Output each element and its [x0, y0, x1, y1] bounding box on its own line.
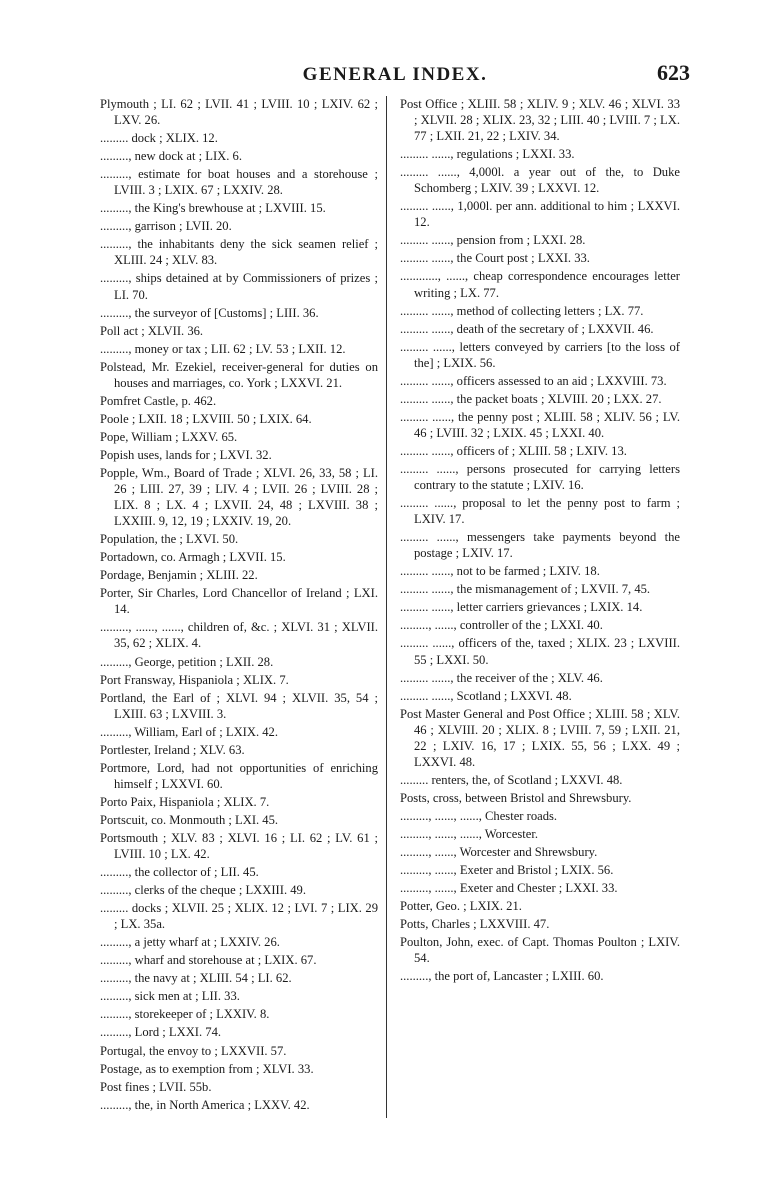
index-entry: ......... ......, officers of the, taxed ; XLIX. 23 ; LXVIII. 55 ; LXXI. 50.	[400, 636, 680, 667]
page-number: 623	[657, 60, 690, 85]
index-entry: ......... ......, officers of ; XLIII. 58 ; LXIV. 13.	[400, 443, 627, 458]
index-entry: ........., the, in North America ; LXXV. 42.	[100, 1097, 310, 1112]
index-entry: ......... renters, the, of Scotland ; LXXVI. 48.	[400, 772, 623, 787]
index-entry: ........., ......, controller of the ; LXXI. 40.	[400, 618, 603, 633]
index-entry: ........., sick men at ; LII. 33.	[100, 989, 240, 1004]
index-entry: Polstead, Mr. Ezekiel, receiver-general for duties on houses and marriages, co. York ; LXXVI. 21.	[100, 359, 378, 390]
index-entry: ........., the inhabitants deny the sick seamen relief ; XLIII. 24 ; XLV. 83.	[100, 237, 378, 268]
index-entry: ......... ......, persons prosecuted for carrying letters contrary to the statute ; LXIV. 16.	[400, 461, 680, 493]
index-entry: Population, the ; LXVI. 50.	[100, 532, 239, 547]
index-entry: Plymouth ; LI. 62 ; LVII. 41 ; LVIII. 10 ; LXIV. 62 ; LXV. 26.	[100, 97, 378, 128]
column-divider	[386, 96, 387, 1118]
index-entry: Portadown, co. Armagh ; LXVII. 15.	[100, 550, 286, 565]
index-entry: ........., ......, ......, children of, &c. ; XLVI. 31 ; XLVII. 35, 62 ; XLIX. 4.	[100, 620, 378, 651]
index-entry: ........., garrison ; LVII. 20.	[100, 219, 232, 234]
index-entry: ......... docks ; XLVII. 25 ; XLIX. 12 ; LVI. 7 ; LIX. 29 ; LX. 35a.	[100, 901, 378, 932]
index-entry: ......... ......, the Court post ; LXXI. 33.	[400, 251, 590, 266]
index-entry: ......... ......, letter carriers grievances ; LXIX. 14.	[400, 600, 643, 615]
index-entry: ......... ......, messengers take payments beyond the postage ; LXIV. 17.	[400, 530, 680, 561]
index-entry: ......... ......, death of the secretary of ; LXXVII. 46.	[400, 321, 654, 336]
index-entry: Post fines ; LVII. 55b.	[100, 1079, 212, 1094]
index-entry: Poulton, John, exec. of Capt. Thomas Poulton ; LXIV. 54.	[400, 935, 680, 966]
index-entry: ........., ......, Exeter and Chester ; LXXI. 33.	[400, 881, 618, 896]
index-entry: ......... ......, letters conveyed by carriers [to the loss of the] ; LXIX. 56.	[400, 339, 680, 370]
index-entry: Pomfret Castle, p. 462.	[100, 393, 217, 408]
index-entry: ......... ......, the receiver of the ; XLV. 46.	[400, 670, 603, 685]
index-column-right	[400, 96, 680, 986]
index-entry: ........., ......, ......, Worcester.	[400, 826, 538, 841]
index-entry: ............, ......, cheap correspondence encourages letter writing ; LX. 77.	[400, 269, 680, 300]
index-entry: ......... ......, proposal to let the penny post to farm ; LXIV. 17.	[400, 496, 680, 527]
index-entry: Postage, as to exemption from ; XLVI. 33.	[100, 1061, 314, 1076]
index-entry: Porter, Sir Charles, Lord Chancellor of Ireland ; LXI. 14.	[100, 586, 378, 617]
index-entry: ........., money or tax ; LII. 62 ; LV. 53 ; LXII. 12.	[100, 341, 346, 356]
index-entry: ......... ......, regulations ; LXXI. 33.	[400, 147, 575, 162]
index-entry: Poole ; LXII. 18 ; LXVIII. 50 ; LXIX. 64.	[100, 411, 312, 426]
index-entry: ........., new dock at ; LIX. 6.	[100, 149, 242, 164]
index-entry: ........., ......, Exeter and Bristol ; LXIX. 56.	[400, 863, 614, 878]
page-title: GENERAL INDEX.	[302, 64, 488, 85]
index-entry: Post Office ; XLIII. 58 ; XLIV. 9 ; XLV. 46 ; XLVI. 33 ; XLVII. 28 ; XLIX. 23, 32 ; LIII. 40 ; LVIII. 7 ; LX. 77 ; LXII. 21, 22 ; LXIV. 34.	[400, 97, 680, 144]
index-entry: ......... ......, the penny post ; XLIII. 58 ; XLIV. 56 ; LV. 46 ; LVIII. 32 ; LXIX. 45 ; LXXI. 40.	[400, 409, 680, 440]
index-entry: Post Master General and Post Office ; XLIII. 58 ; XLV. 46 ; XLVIII. 20 ; XLIX. 8 ; LVIII. 7, 59 ; LXII. 21, 22 ; LXIV. 16, 17 ; LXIX. 55, 56 ; LXX. 49 ; LXXVI. 48.	[400, 706, 680, 769]
index-entry: ........., the port of, Lancaster ; LXIII. 60.	[400, 969, 604, 984]
index-entry: ........., clerks of the cheque ; LXXIII. 49.	[100, 883, 306, 898]
index-entry: ........., William, Earl of ; LXIX. 42.	[100, 724, 278, 739]
index-entry: Portugal, the envoy to ; LXXVII. 57.	[100, 1043, 287, 1058]
page-header	[100, 58, 690, 98]
index-entry: ......... dock ; XLIX. 12.	[100, 131, 218, 146]
index-entry: ........., ......, Worcester and Shrewsbury.	[400, 845, 598, 860]
index-entry: ......... ......, Scotland ; LXXVI. 48.	[400, 688, 572, 703]
index-entry: ......... ......, 1,000l. per ann. additional to him ; LXXVI. 12.	[400, 199, 680, 230]
index-entry: Portlester, Ireland ; XLV. 63.	[100, 742, 245, 757]
index-entry: ......... ......, the mismanagement of ; LXVII. 7, 45.	[400, 582, 651, 597]
index-column-left	[100, 96, 378, 1115]
index-entry: ......... ......, 4,000l. a year out of the, to Duke Schomberg ; LXIV. 39 ; LXXVI. 12.	[400, 165, 680, 196]
index-entry: ........., the navy at ; XLIII. 54 ; LI. 62.	[100, 971, 292, 986]
index-entry: ........., the King's brewhouse at ; LXVIII. 15.	[100, 201, 326, 216]
index-entry: ......... ......, not to be farmed ; LXIV. 18.	[400, 564, 600, 579]
index-entry: ........., the collector of ; LII. 45.	[100, 865, 259, 880]
index-entry: ........., George, petition ; LXII. 28.	[100, 654, 274, 669]
index-entry: ........., ships detained at by Commissioners of prizes ; LI. 70.	[100, 271, 378, 302]
index-entry: Pope, William ; LXXV. 65.	[100, 429, 238, 444]
index-entry: Porto Paix, Hispaniola ; XLIX. 7.	[100, 794, 270, 809]
index-entry: ........., a jetty wharf at ; LXXIV. 26.	[100, 935, 280, 950]
index-entry: ......... ......, officers assessed to an aid ; LXXVIII. 73.	[400, 373, 667, 388]
index-entry: ........., storekeeper of ; LXXIV. 8.	[100, 1007, 270, 1022]
index-entry: Popish uses, lands for ; LXVI. 32.	[100, 447, 272, 462]
index-entry: Port Fransway, Hispaniola ; XLIX. 7.	[100, 672, 289, 687]
index-entry: Posts, cross, between Bristol and Shrewsbury.	[400, 790, 632, 805]
index-entry: ........., Lord ; LXXI. 74.	[100, 1025, 222, 1040]
index-entry: ........., ......, ......, Chester roads.	[400, 808, 558, 823]
index-entry: Pordage, Benjamin ; XLIII. 22.	[100, 568, 258, 583]
index-entry: Portsmouth ; XLV. 83 ; XLVI. 16 ; LI. 62 ; LV. 61 ; LVIII. 10 ; LX. 42.	[100, 830, 378, 862]
index-entry: Portland, the Earl of ; XLVI. 94 ; XLVII. 35, 54 ; LXIII. 63 ; LXVIII. 3.	[100, 690, 378, 721]
index-entry: ........., wharf and storehouse at ; LXIX. 67.	[100, 953, 317, 968]
index-entry: Portmore, Lord, had not opportunities of enriching himself ; LXXVI. 60.	[100, 760, 378, 791]
index-entry: Potter, Geo. ; LXIX. 21.	[400, 899, 522, 914]
index-entry: Poll act ; XLVII. 36.	[100, 323, 204, 338]
index-entry: ......... ......, method of collecting letters ; LX. 77.	[400, 303, 644, 318]
index-entry: Potts, Charles ; LXXVIII. 47.	[400, 917, 550, 932]
index-entry: ......... ......, pension from ; LXXI. 28.	[400, 233, 586, 248]
index-entry: Portscuit, co. Monmouth ; LXI. 45.	[100, 812, 279, 827]
index-entry: ........., estimate for boat houses and a storehouse ; LVIII. 3 ; LXIX. 67 ; LXXIV. 28.	[100, 167, 378, 198]
index-entry: Popple, Wm., Board of Trade ; XLVI. 26, 33, 58 ; LI. 26 ; LIII. 27, 39 ; LIV. 4 ; LVII. 26 ; LVIII. 28 ; LIX. 8 ; LX. 4 ; LXVII. 24, 48 ; LXVIII. 38 ; LXXIII. 9, 12, 19 ; LXXIV. 19, 20.	[100, 465, 378, 529]
index-entry: ......... ......, the packet boats ; XLVIII. 20 ; LXX. 27.	[400, 391, 662, 406]
index-entry: ........., the surveyor of [Customs] ; LIII. 36.	[100, 305, 319, 320]
